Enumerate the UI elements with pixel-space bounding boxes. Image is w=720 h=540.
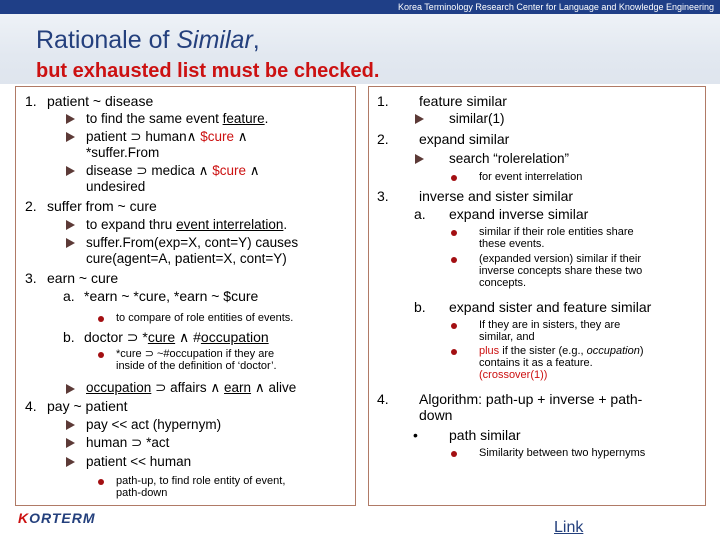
arrow-bullet-icon bbox=[415, 114, 424, 124]
sub-sub-item: (expanded version) similar if their bbox=[479, 253, 642, 265]
arrow-bullet-icon bbox=[66, 457, 75, 467]
sub-item-cont: *suffer.From bbox=[86, 145, 160, 160]
sub-label: a. bbox=[63, 288, 75, 304]
org-header-bar bbox=[0, 0, 720, 14]
item-number: 1. bbox=[25, 93, 37, 109]
arrow-bullet-icon bbox=[66, 438, 75, 448]
dot-bullet-icon bbox=[98, 316, 104, 322]
dot-bullet-icon bbox=[98, 479, 104, 485]
sub-item: occupation ⊃ affairs ∧ earn ∧ alive bbox=[86, 380, 297, 395]
slide-title bbox=[36, 26, 260, 55]
dot-bullet-icon bbox=[451, 349, 457, 355]
sub-sub-item: plus if the sister (e.g., occupation) bbox=[479, 345, 644, 357]
dot-bullet-icon bbox=[451, 175, 457, 181]
sub-heading: doctor ⊃ *cure ∧ #occupation bbox=[84, 329, 269, 345]
slide-subtitle: but exhausted list must be checked. bbox=[36, 60, 380, 82]
title-text: Rationale of bbox=[36, 26, 177, 54]
sub-sub-item: Similarity between two hypernyms bbox=[479, 447, 646, 459]
dot-bullet-icon bbox=[98, 352, 104, 358]
dot-bullet-icon bbox=[451, 323, 457, 329]
item-number: 2. bbox=[25, 198, 37, 214]
item-heading: expand similar bbox=[419, 131, 510, 147]
dot-bullet-icon bbox=[451, 451, 457, 457]
left-panel bbox=[15, 86, 356, 506]
sub-sub-item-cont: these events. bbox=[479, 238, 545, 250]
arrow-bullet-icon bbox=[66, 384, 75, 394]
sub-sub-item-cont: inside of the definition of ‘doctor’. bbox=[116, 360, 277, 372]
sub-sub-item-cont: concepts. bbox=[479, 277, 527, 289]
sub-sub-item: for event interrelation bbox=[479, 171, 583, 183]
sub-sub-item: similar if their role entities share bbox=[479, 226, 634, 238]
arrow-bullet-icon bbox=[66, 238, 75, 248]
item-number: 4. bbox=[25, 398, 37, 414]
item-heading: pay ~ patient bbox=[47, 398, 128, 414]
sub-heading: expand inverse similar bbox=[449, 206, 589, 222]
sub-label: a. bbox=[414, 206, 426, 222]
sub-sub-item: path-up, to find role entity of event, bbox=[116, 475, 286, 487]
item-number: 4. bbox=[377, 391, 389, 407]
title-end: , bbox=[252, 26, 260, 54]
item-number: 3. bbox=[377, 188, 389, 204]
sub-label: b. bbox=[414, 299, 426, 315]
sub-item-cont: cure(agent=A, patient=X, cont=Y) bbox=[86, 251, 287, 266]
link-button[interactable]: Link bbox=[554, 519, 584, 536]
sub-label: b. bbox=[63, 329, 75, 345]
sub-item: patient << human bbox=[86, 454, 192, 469]
sub-sub-item: to compare of role entities of events. bbox=[116, 312, 294, 324]
item-heading: feature similar bbox=[419, 93, 507, 109]
item-heading: patient ~ disease bbox=[47, 93, 154, 109]
dot-bullet-icon bbox=[451, 230, 457, 236]
arrow-bullet-icon bbox=[66, 166, 75, 176]
item-heading: Algorithm: path-up + inverse + path- bbox=[419, 391, 643, 407]
arrow-bullet-icon bbox=[66, 114, 75, 124]
item-heading: suffer from ~ cure bbox=[47, 198, 157, 214]
crossover-note: (crossover(1)) bbox=[479, 369, 548, 381]
sub-heading: *earn ~ *cure, *earn ~ $cure bbox=[84, 288, 259, 304]
sub-item: to find the same event feature. bbox=[86, 111, 269, 126]
sub-sub-item: *cure ⊃ ~#occupation if they are bbox=[116, 348, 275, 360]
sub-item: similar(1) bbox=[449, 111, 505, 126]
sub-heading: path similar bbox=[449, 427, 521, 443]
sub-item: pay << act (hypernym) bbox=[86, 417, 222, 432]
item-heading-cont: down bbox=[419, 407, 453, 423]
sub-item-cont: undesired bbox=[86, 179, 146, 194]
sub-item: disease ⊃ medica ∧ $cure ∧ bbox=[86, 163, 260, 178]
sub-heading: expand sister and feature similar bbox=[449, 299, 652, 315]
arrow-bullet-icon bbox=[66, 220, 75, 230]
korterm-logo: KORTERM bbox=[18, 510, 96, 526]
item-number: 1. bbox=[377, 93, 389, 109]
sub-sub-item-cont: path-down bbox=[116, 487, 168, 499]
sub-item: patient ⊃ human∧ $cure ∧ bbox=[86, 129, 248, 144]
item-heading: earn ~ cure bbox=[47, 270, 119, 286]
org-name: Korea Terminology Research Center for Language and Knowledge Engineering bbox=[397, 2, 714, 12]
sub-sub-item-cont: similar, and bbox=[479, 331, 535, 343]
sub-sub-item-cont: inverse concepts share these two bbox=[479, 265, 643, 277]
sub-item: search “rolerelation” bbox=[449, 151, 570, 166]
round-bullet-icon: • bbox=[413, 427, 418, 443]
item-heading: inverse and sister similar bbox=[419, 188, 574, 204]
sub-item: to expand thru event interrelation. bbox=[86, 217, 288, 232]
sub-sub-item-cont: contains it as a feature. bbox=[479, 357, 593, 369]
right-panel bbox=[368, 86, 706, 506]
title-italic: Similar bbox=[176, 26, 253, 54]
dot-bullet-icon bbox=[451, 257, 457, 263]
sub-sub-item: If they are in sisters, they are bbox=[479, 319, 621, 331]
arrow-bullet-icon bbox=[415, 154, 424, 164]
sub-item: suffer.From(exp=X, cont=Y) causes bbox=[86, 235, 299, 250]
item-number: 2. bbox=[377, 131, 389, 147]
sub-item: human ⊃ *act bbox=[86, 435, 170, 450]
item-number: 3. bbox=[25, 270, 37, 286]
arrow-bullet-icon bbox=[66, 132, 75, 142]
arrow-bullet-icon bbox=[66, 420, 75, 430]
